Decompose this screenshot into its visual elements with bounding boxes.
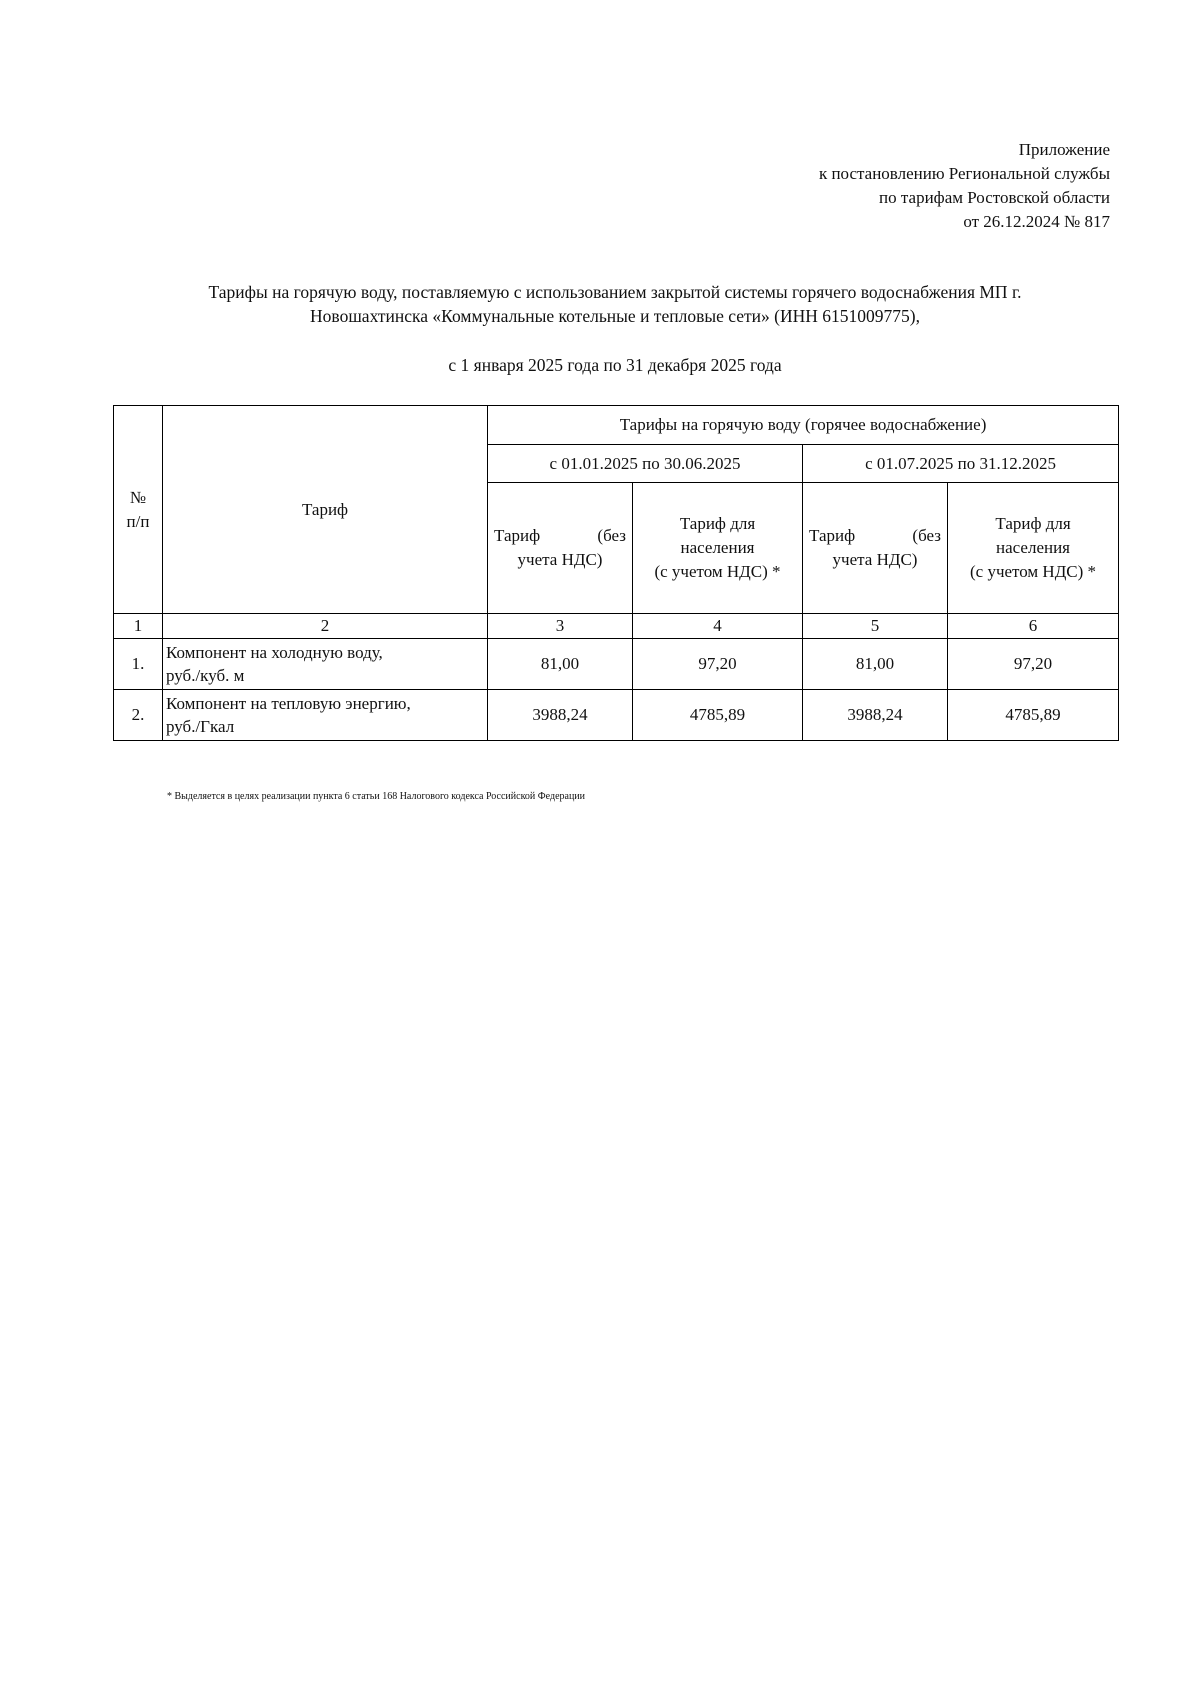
appendix-header [819,138,1110,234]
value-cell: 3988,24 [803,690,948,741]
tariff-table [113,405,1119,741]
row-number: 2. [114,690,163,741]
column-number: 2 [163,614,488,639]
value-cell: 3988,24 [488,690,633,741]
footnote: * Выделяется в целях реализации пункта 6 статьи 168 Налогового кодекса Российской Федерации [167,791,586,802]
appendix-line: Приложение [1018,140,1110,159]
header-hot-water-tariffs: Тарифы на горячую воду (горячее водоснабжение) [488,406,1119,445]
header-tariff-population: Тариф для населения (с учетом НДС) * [948,483,1119,614]
column-number: 1 [114,614,163,639]
header-period-2: с 01.07.2025 по 31.12.2025 [803,445,1119,483]
value-cell: 4785,89 [633,690,803,741]
appendix-date-number: от 26.12.2024 № 817 [963,212,1110,231]
column-number: 3 [488,614,633,639]
value-cell: 4785,89 [948,690,1119,741]
value-cell: 81,00 [803,639,948,690]
row-name: Компонент на тепловую энергию, руб./Гкал [163,690,488,741]
header-tariff: Тариф [163,406,488,614]
header-tariff-no-vat: Тариф (без учета НДС) [803,483,948,614]
column-number-row [114,614,1119,639]
column-number: 4 [633,614,803,639]
row-number: 1. [114,639,163,690]
title-line: Новошахтинска «Коммунальные котельные и тепловые сети» (ИНН 6151009775), [310,306,920,326]
title-line: Тарифы на горячую воду, поставляемую с использованием закрытой системы горячего водоснабжения МП г. [208,282,1022,302]
row-name: Компонент на холодную воду, руб./куб. м [163,639,488,690]
appendix-line: к постановлению Региональной службы [818,164,1110,183]
validity-period: с 1 января 2025 года по 31 декабря 2025 года [448,355,782,375]
appendix-line: по тарифам Ростовской области [879,188,1110,207]
column-number: 6 [948,614,1119,639]
value-cell: 97,20 [633,639,803,690]
header-tariff-no-vat: Тариф (без учета НДС) [488,483,633,614]
table-row [114,690,1119,741]
header-period-1: с 01.01.2025 по 30.06.2025 [488,445,803,483]
value-cell: 97,20 [948,639,1119,690]
value-cell: 81,00 [488,639,633,690]
column-number: 5 [803,614,948,639]
header-tariff-population: Тариф для населения (с учетом НДС) * [633,483,803,614]
header-row-number: № п/п [114,406,163,614]
table-row [114,639,1119,690]
document-title [130,280,1100,328]
